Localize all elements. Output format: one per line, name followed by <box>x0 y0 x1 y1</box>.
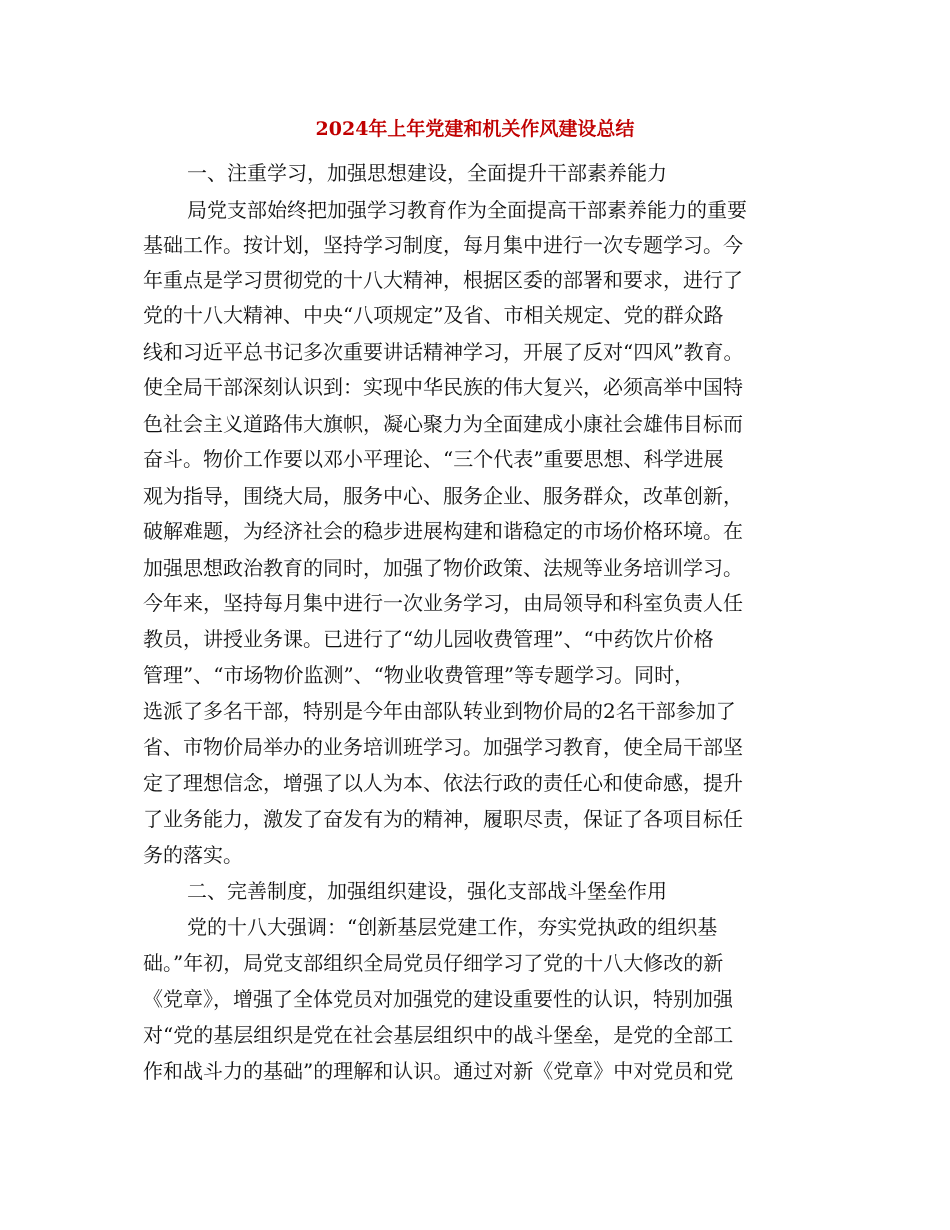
paragraph-line: 了业务能力，激发了奋发有为的精神，履职尽责，保证了各项目标任 <box>143 807 743 831</box>
paragraph-line: 使全局干部深刻认识到：实现中华民族的伟大复兴，必须高举中国特 <box>143 375 743 399</box>
paragraph-line: 观为指导，围绕大局，服务中心、服务企业、服务群众，改革创新， <box>143 484 743 508</box>
paragraph-line: 对“党的基层组织是党在社会基层组织中的战斗堡垒，是党的全部工 <box>143 1023 734 1047</box>
paragraph-line: 奋斗。物价工作要以邓小平理论、“三个代表”重要思想、科学进展 <box>143 447 724 471</box>
document-title: 2024年上年党建和机关作风建设总结 <box>315 118 635 140</box>
paragraph-line: 党的十八大强调：“创新基层党建工作，夯实党执政的组织基 <box>187 915 718 939</box>
paragraph-line: 线和习近平总书记多次重要讲话精神学习，开展了反对“四风”教育。 <box>143 340 744 364</box>
paragraph-line: 定了理想信念，增强了以人为本、依法行政的责任心和使命感，提升 <box>143 771 743 795</box>
paragraph-line: 色社会主义道路伟大旗帜，凝心聚力为全面建成小康社会雄伟目标而 <box>143 412 743 436</box>
paragraph-line: 务的落实。 <box>143 843 243 867</box>
section-heading-1: 一、注重学习，加强思想建设，全面提升干部素养能力 <box>187 161 667 185</box>
paragraph-line: 党的十八大精神、中央“八项规定”及省、市相关规定、党的群众路 <box>143 303 724 327</box>
paragraph-line: 基础工作。按计划，坚持学习制度，每月集中进行一次专题学习。今 <box>143 233 743 257</box>
paragraph-line: 今年来，坚持每月集中进行一次业务学习，由局领导和科室负责人任 <box>143 591 743 615</box>
paragraph-line: 加强思想政治教育的同时，加强了物价政策、法规等业务培训学习。 <box>143 556 743 580</box>
paragraph-line: 管理”、“市场物价监测”、“物业收费管理”等专题学习。同时， <box>143 663 695 687</box>
section-heading-2: 二、完善制度，加强组织建设，强化支部战斗堡垒作用 <box>187 879 667 903</box>
paragraph-line: 作和战斗力的基础”的理解和认识。通过对新《党章》中对党员和党 <box>143 1059 734 1083</box>
paragraph-line: 省、市物价局举办的业务培训班学习。加强学习教育，使全局干部坚 <box>143 735 743 759</box>
paragraph-line: 局党支部始终把加强学习教育作为全面提高干部素养能力的重要 <box>187 198 747 222</box>
paragraph-line: 《党章》，增强了全体党员对加强党的建设重要性的认识，特别加强 <box>143 987 733 1011</box>
paragraph-line: 选派了多名干部，特别是今年由部队转业到物价局的2名干部参加了 <box>143 699 736 723</box>
paragraph-line: 破解难题，为经济社会的稳步进展构建和谐稳定的市场价格环境。在 <box>143 519 743 543</box>
paragraph-line: 年重点是学习贯彻党的十八大精神，根据区委的部署和要求，进行了 <box>143 268 743 292</box>
paragraph-line: 础。”年初，局党支部组织全局党员仔细学习了党的十八大修改的新 <box>143 951 724 975</box>
paragraph-line: 教员，讲授业务课。已进行了“幼儿园收费管理”、“中药饮片价格 <box>143 627 714 651</box>
